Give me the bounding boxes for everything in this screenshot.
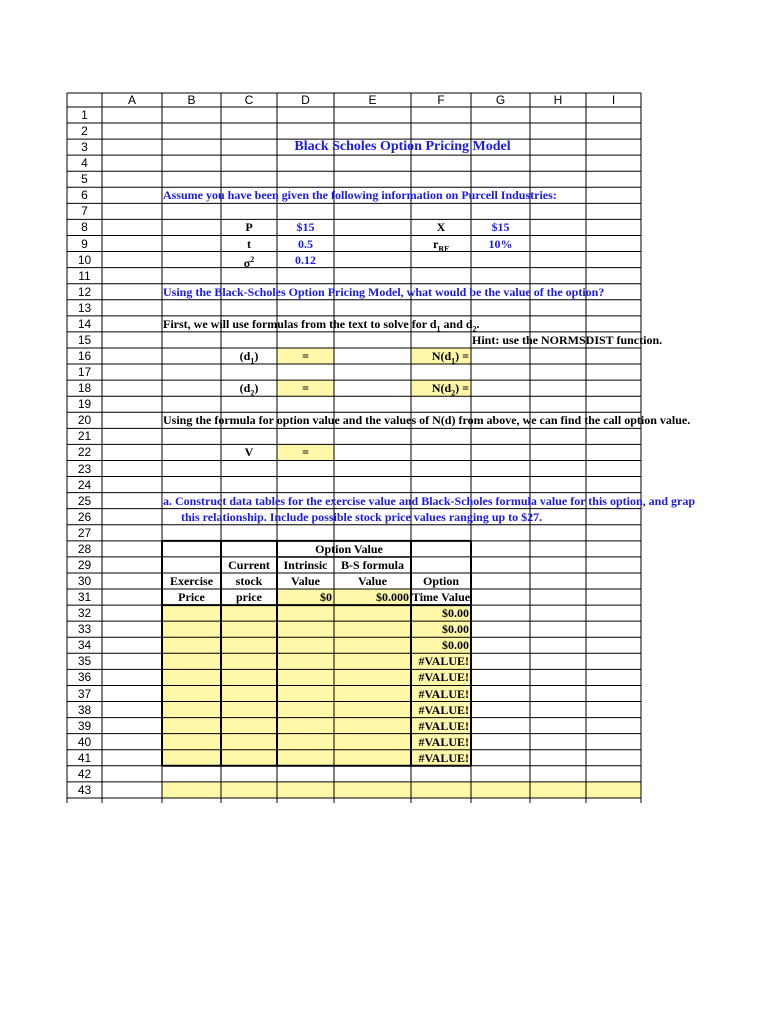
d1-label bbox=[221, 348, 277, 369]
time-value-cell[interactable]: $0.00 bbox=[442, 606, 469, 621]
bs-value[interactable]: $0.000 bbox=[376, 590, 409, 605]
table-input-cell[interactable] bbox=[334, 702, 411, 718]
table-input-cell[interactable] bbox=[162, 637, 221, 653]
time-value-cell[interactable]: #VALUE! bbox=[418, 686, 469, 701]
row-header[interactable]: 28 bbox=[77, 541, 92, 556]
column-header-d[interactable]: D bbox=[301, 93, 310, 107]
row-header[interactable]: 31 bbox=[77, 590, 92, 605]
row-header[interactable]: 12 bbox=[77, 284, 92, 299]
table-input-cell[interactable] bbox=[162, 702, 221, 718]
row43-cell[interactable] bbox=[277, 782, 334, 798]
row-header[interactable]: 33 bbox=[77, 622, 92, 637]
row43-cell[interactable] bbox=[334, 782, 411, 798]
column-header-h[interactable]: H bbox=[553, 93, 563, 107]
table-input-cell[interactable] bbox=[221, 669, 277, 685]
d1-open: (d bbox=[239, 349, 251, 364]
row-header[interactable]: 5 bbox=[81, 172, 88, 187]
row-header[interactable]: 35 bbox=[77, 654, 92, 669]
table-input-cell[interactable] bbox=[162, 669, 221, 685]
time-value-cell[interactable]: #VALUE! bbox=[418, 654, 469, 669]
column-header-g[interactable]: G bbox=[495, 93, 506, 107]
table-input-cell[interactable] bbox=[277, 637, 334, 653]
row-header[interactable]: 10 bbox=[77, 252, 92, 267]
time-value-cell[interactable]: #VALUE! bbox=[418, 718, 469, 733]
first-line bbox=[163, 316, 480, 337]
table-input-cell[interactable] bbox=[221, 605, 277, 621]
first-and: and d bbox=[440, 316, 473, 331]
table-input-cell[interactable] bbox=[162, 686, 221, 702]
row-header[interactable]: 38 bbox=[77, 702, 92, 717]
row-header[interactable]: 36 bbox=[77, 670, 92, 685]
d1-sub: 1 bbox=[250, 356, 255, 366]
price-header: Price bbox=[178, 590, 205, 605]
formula-line: Using the formula for option value and the values of N(d) from above, we can find the call option value. bbox=[163, 413, 691, 428]
sigma-value[interactable]: 0.12 bbox=[295, 252, 316, 267]
nd2-close: ) = bbox=[455, 381, 469, 396]
table-input-cell[interactable] bbox=[162, 621, 221, 637]
rrf-value[interactable]: 10% bbox=[488, 236, 513, 251]
nd2-label bbox=[411, 380, 469, 401]
row-header[interactable]: 9 bbox=[81, 236, 88, 251]
row-header[interactable]: 32 bbox=[77, 606, 92, 621]
nd1-sub: 1 bbox=[451, 356, 456, 366]
row43-cell[interactable] bbox=[162, 782, 221, 798]
question-text: Using the Black-Scholes Option Pricing Model, what would be the value of the option? bbox=[163, 284, 605, 299]
sigma-sup: 2 bbox=[250, 254, 255, 264]
table-input-cell[interactable] bbox=[221, 718, 277, 734]
first-line-text: First, we will use formulas from the text to solve for d bbox=[163, 316, 437, 331]
row-header[interactable]: 30 bbox=[77, 574, 92, 589]
table-input-cell[interactable] bbox=[277, 669, 334, 685]
row-header[interactable]: 4 bbox=[81, 156, 88, 171]
part-a-line1: a. Construct data tables for the exercise value and Black-Scholes formula value for this option, and grap bbox=[163, 493, 696, 508]
table-input-cell[interactable] bbox=[221, 653, 277, 669]
t-value[interactable]: 0.5 bbox=[298, 236, 313, 251]
option-header: Option bbox=[422, 574, 459, 589]
table-input-cell[interactable] bbox=[277, 653, 334, 669]
row43-cell[interactable] bbox=[411, 782, 471, 798]
time-value-cell[interactable]: #VALUE! bbox=[418, 670, 469, 685]
column-header-i[interactable]: I bbox=[611, 93, 616, 107]
hint-text: Hint: use the NORMSDIST function. bbox=[472, 332, 663, 347]
row-header[interactable]: 40 bbox=[77, 734, 92, 749]
nd1-label bbox=[411, 348, 469, 369]
assume-text: Assume you have been given the following information on Purcell Industries: bbox=[163, 188, 557, 203]
d2-close: ) bbox=[254, 381, 259, 396]
table-input-cell[interactable] bbox=[277, 718, 334, 734]
table-input-cell[interactable] bbox=[277, 734, 334, 750]
row43-cell[interactable] bbox=[221, 782, 277, 798]
table-input-cell[interactable] bbox=[334, 750, 411, 766]
row43-cell[interactable] bbox=[586, 782, 641, 798]
rrf-sub: RF bbox=[438, 243, 449, 253]
nd1-close: ) = bbox=[455, 349, 469, 364]
row-header[interactable]: 21 bbox=[77, 429, 92, 444]
time-value-cell[interactable]: $0.00 bbox=[442, 622, 469, 637]
row-header[interactable]: 25 bbox=[77, 493, 92, 508]
row-header[interactable]: 37 bbox=[77, 686, 92, 701]
t-label: t bbox=[247, 236, 251, 251]
first-sub1: 1 bbox=[436, 324, 441, 334]
table-input-cell[interactable] bbox=[162, 605, 221, 621]
rrf-label bbox=[411, 236, 471, 257]
column-header-f[interactable]: F bbox=[437, 93, 445, 107]
table-input-cell[interactable] bbox=[162, 750, 221, 766]
row-header[interactable]: 8 bbox=[81, 220, 88, 235]
row-header[interactable]: 34 bbox=[77, 638, 92, 653]
time-value-cell[interactable]: #VALUE! bbox=[418, 734, 469, 749]
row-header[interactable]: 3 bbox=[81, 140, 88, 155]
x-label: X bbox=[436, 220, 446, 235]
table-input-cell[interactable] bbox=[221, 621, 277, 637]
intrinsic-value[interactable]: $0 bbox=[320, 590, 332, 605]
table-input-cell[interactable] bbox=[162, 734, 221, 750]
row-header[interactable]: 26 bbox=[77, 509, 92, 524]
sheet-title: Black Scholes Option Pricing Model bbox=[294, 139, 511, 155]
spreadsheet bbox=[67, 93, 696, 803]
row-header[interactable]: 11 bbox=[78, 268, 91, 283]
row-header[interactable]: 7 bbox=[81, 204, 88, 219]
exercise-header: Exercise bbox=[169, 574, 214, 589]
intrinsic-header: Intrinsic bbox=[283, 557, 328, 572]
option-value-header: Option Value bbox=[315, 541, 383, 556]
d2-equals: = bbox=[302, 381, 309, 396]
first-end: . bbox=[476, 316, 480, 331]
nd2-open: N(d bbox=[431, 381, 452, 396]
nd2-sub: 2 bbox=[451, 388, 456, 398]
price-lower-header: price bbox=[236, 590, 262, 605]
table-input-cell[interactable] bbox=[221, 637, 277, 653]
d1-equals: = bbox=[302, 349, 309, 364]
table-input-cell[interactable] bbox=[334, 669, 411, 685]
row-header[interactable]: 14 bbox=[77, 316, 92, 331]
row-header[interactable]: 23 bbox=[77, 461, 92, 476]
row-header[interactable]: 18 bbox=[77, 381, 92, 396]
row-header[interactable]: 17 bbox=[77, 365, 92, 380]
d2-label bbox=[221, 380, 277, 401]
row-header[interactable]: 29 bbox=[77, 557, 92, 572]
part-a-line2: this relationship. Include possible stock price values ranging up to $27. bbox=[181, 509, 543, 524]
table-input-cell[interactable] bbox=[334, 686, 411, 702]
table-input-cell[interactable] bbox=[334, 621, 411, 637]
table-input-cell[interactable] bbox=[221, 686, 277, 702]
row-header[interactable]: 42 bbox=[77, 766, 92, 781]
d2-open: (d bbox=[239, 381, 251, 396]
nd1-open: N(d bbox=[431, 349, 452, 364]
row-header[interactable]: 16 bbox=[77, 349, 92, 364]
row-header[interactable]: 19 bbox=[77, 397, 92, 412]
row-header[interactable]: 41 bbox=[77, 750, 92, 765]
stock-header: stock bbox=[235, 574, 263, 589]
row-header[interactable]: 39 bbox=[77, 718, 92, 733]
table-input-cell[interactable] bbox=[277, 702, 334, 718]
column-header-a[interactable]: A bbox=[127, 93, 136, 107]
table-input-cell[interactable] bbox=[277, 621, 334, 637]
column-header-b[interactable]: B bbox=[187, 93, 196, 107]
time-value-header: Time Value bbox=[411, 590, 471, 605]
row-header[interactable]: 27 bbox=[77, 525, 92, 540]
current-header: Current bbox=[228, 557, 270, 572]
table-input-cell[interactable] bbox=[334, 605, 411, 621]
table-input-cell[interactable] bbox=[221, 702, 277, 718]
table-input-cell[interactable] bbox=[162, 653, 221, 669]
column-header-c[interactable]: C bbox=[244, 93, 254, 107]
bs-formula-header: B-S formula bbox=[341, 557, 404, 572]
table-input-cell[interactable] bbox=[277, 750, 334, 766]
row-header[interactable]: 22 bbox=[77, 445, 92, 460]
time-value-cell[interactable]: #VALUE! bbox=[418, 702, 469, 717]
x-value[interactable]: $15 bbox=[491, 220, 510, 235]
row43-cell[interactable] bbox=[471, 782, 530, 798]
table-input-cell[interactable] bbox=[334, 653, 411, 669]
row-header[interactable]: 20 bbox=[77, 413, 92, 428]
time-value-cell[interactable]: $0.00 bbox=[442, 638, 469, 653]
row-header[interactable]: 6 bbox=[81, 188, 88, 203]
row-header[interactable]: 1 bbox=[81, 108, 88, 122]
v-equals: = bbox=[302, 445, 309, 460]
column-header-e[interactable]: E bbox=[368, 93, 377, 107]
row-header[interactable]: 43 bbox=[77, 782, 92, 797]
p-value[interactable]: $15 bbox=[296, 220, 315, 235]
table-input-cell[interactable] bbox=[221, 734, 277, 750]
v-label: V bbox=[244, 445, 254, 460]
row-header[interactable]: 13 bbox=[77, 300, 92, 315]
row-header[interactable]: 24 bbox=[77, 477, 92, 492]
bs-value-header: Value bbox=[358, 574, 387, 589]
sigma-symbol: σ bbox=[243, 255, 251, 270]
time-value-cell[interactable]: #VALUE! bbox=[418, 750, 469, 765]
table-input-cell[interactable] bbox=[277, 686, 334, 702]
row-header[interactable]: 15 bbox=[77, 332, 92, 347]
sigma-label bbox=[221, 252, 277, 271]
d2-sub: 2 bbox=[250, 388, 255, 398]
rrf-symbol: r bbox=[433, 236, 439, 251]
table-input-cell[interactable] bbox=[334, 734, 411, 750]
table-input-cell[interactable] bbox=[162, 718, 221, 734]
row43-cell[interactable] bbox=[530, 782, 586, 798]
row-header[interactable]: 2 bbox=[81, 124, 88, 139]
table-input-cell[interactable] bbox=[221, 750, 277, 766]
table-input-cell[interactable] bbox=[334, 637, 411, 653]
table-input-cell[interactable] bbox=[334, 718, 411, 734]
intrinsic-value-header: Value bbox=[291, 574, 320, 589]
table-input-cell[interactable] bbox=[277, 605, 334, 621]
p-label: P bbox=[245, 220, 253, 235]
first-sub2: 2 bbox=[472, 324, 477, 334]
d1-close: ) bbox=[254, 349, 259, 364]
